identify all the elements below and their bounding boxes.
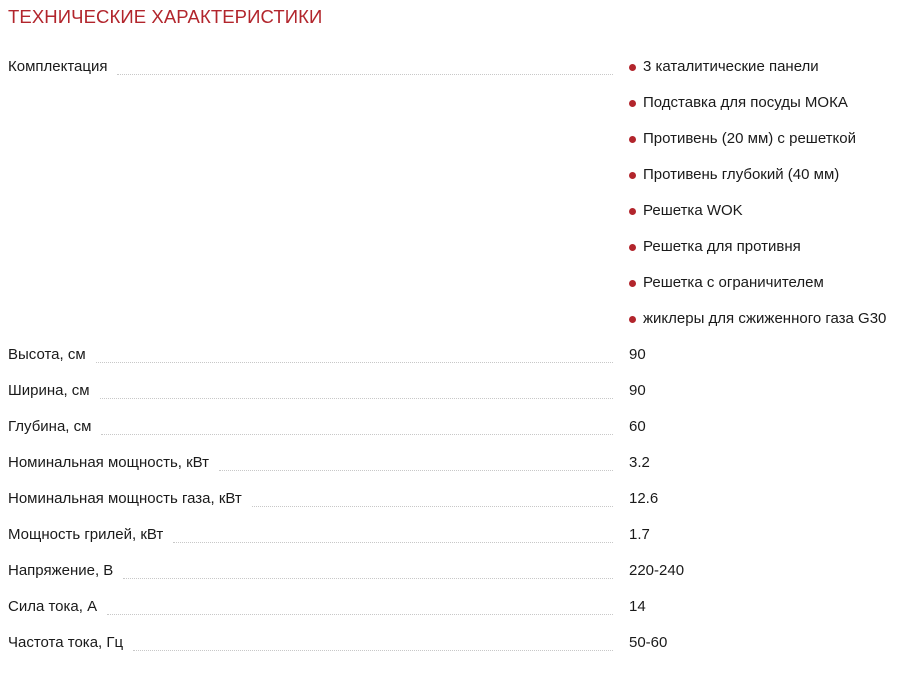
list-item <box>629 193 914 229</box>
list-item-text: Решетка с ограничителем <box>643 274 824 291</box>
list-item-text: Противень (20 мм) с решеткой <box>643 130 856 147</box>
spec-label-cell <box>8 337 621 373</box>
spec-label-depth: Глубина, см <box>8 418 92 435</box>
spec-value-depth: 60 <box>629 418 646 435</box>
spec-label-rated-gas-power: Номинальная мощность газа, кВт <box>8 490 242 507</box>
spec-row-voltage <box>8 553 914 589</box>
spec-row-rated-power <box>8 445 914 481</box>
spec-label-cell <box>8 373 621 409</box>
spec-row-height <box>8 337 914 373</box>
list-item-text: Решетка WOK <box>643 202 743 219</box>
red-dot-icon <box>629 280 636 287</box>
spec-label-cell <box>8 517 621 553</box>
red-dot-icon <box>629 136 636 143</box>
list-item <box>629 49 914 85</box>
list-item-text: 3 каталитические панели <box>643 58 819 75</box>
list-item <box>629 157 914 193</box>
spec-value-current: 14 <box>629 598 646 615</box>
spec-label-cell <box>8 481 621 517</box>
dotted-leader <box>96 362 613 363</box>
list-item <box>629 85 914 121</box>
list-item <box>629 265 914 301</box>
red-dot-icon <box>629 208 636 215</box>
list-item-text: Подставка для посуды МОКА <box>643 94 848 111</box>
red-dot-icon <box>629 172 636 179</box>
spec-value-cell <box>621 481 914 517</box>
spec-value-grill-power: 1.7 <box>629 526 650 543</box>
dotted-leader <box>173 542 613 543</box>
spec-label-current: Сила тока, А <box>8 598 98 615</box>
dotted-leader <box>101 434 613 435</box>
page-title: ТЕХНИЧЕСКИЕ ХАРАКТЕРИСТИКИ <box>8 6 323 27</box>
list-item <box>629 229 914 265</box>
dotted-leader <box>123 578 613 579</box>
spec-value-cell <box>621 373 914 409</box>
dotted-leader <box>117 74 613 75</box>
list-item <box>629 301 914 337</box>
dotted-leader <box>107 614 613 615</box>
spec-row-current <box>8 589 914 625</box>
spec-label-rated-power: Номинальная мощность, кВт <box>8 454 210 471</box>
spec-label-equipment: Комплектация <box>8 58 108 75</box>
spec-label-cell <box>8 553 621 589</box>
spec-value-frequency: 50-60 <box>629 634 668 651</box>
spec-label-frequency: Частота тока, Гц <box>8 634 124 651</box>
dotted-leader <box>133 650 613 651</box>
spec-value-rated-gas-power: 12.6 <box>629 490 659 507</box>
spec-value-rated-power: 3.2 <box>629 454 650 471</box>
spec-label-cell <box>8 49 621 85</box>
spec-label-grill-power: Мощность грилей, кВт <box>8 526 164 543</box>
spec-value-cell <box>621 517 914 553</box>
spec-label-height: Высота, см <box>8 346 86 363</box>
list-item <box>629 121 914 157</box>
spec-label-cell <box>8 445 621 481</box>
red-dot-icon <box>629 244 636 251</box>
dotted-leader <box>219 470 613 471</box>
red-dot-icon <box>629 100 636 107</box>
spec-row-width <box>8 373 914 409</box>
spec-value-width: 90 <box>629 382 646 399</box>
dotted-leader <box>252 506 613 507</box>
dotted-leader <box>100 398 613 399</box>
spec-value-cell <box>621 589 914 625</box>
spec-row-frequency <box>8 625 914 661</box>
spec-row-grill-power <box>8 517 914 553</box>
spec-value-cell <box>621 553 914 589</box>
spec-value-height: 90 <box>629 346 646 363</box>
spec-value-cell <box>621 337 914 373</box>
spec-label-cell <box>8 589 621 625</box>
spec-table <box>8 49 914 661</box>
spec-value-cell <box>621 625 914 661</box>
spec-label-cell <box>8 409 621 445</box>
list-item-text: Решетка для противня <box>643 238 801 255</box>
spec-value-cell <box>621 409 914 445</box>
red-dot-icon <box>629 64 636 71</box>
spec-label-cell <box>8 625 621 661</box>
spec-label-voltage: Напряжение, В <box>8 562 114 579</box>
spec-label-width: Ширина, см <box>8 382 90 399</box>
list-item-text: жиклеры для сжиженного газа G30 <box>643 310 887 327</box>
list-item-text: Противень глубокий (40 мм) <box>643 166 840 183</box>
spec-value-cell <box>621 445 914 481</box>
spec-row-rated-gas-power <box>8 481 914 517</box>
equipment-list <box>621 49 914 337</box>
spec-row-depth <box>8 409 914 445</box>
spec-value-voltage: 220-240 <box>629 562 685 579</box>
spec-row-equipment <box>8 49 914 337</box>
red-dot-icon <box>629 316 636 323</box>
